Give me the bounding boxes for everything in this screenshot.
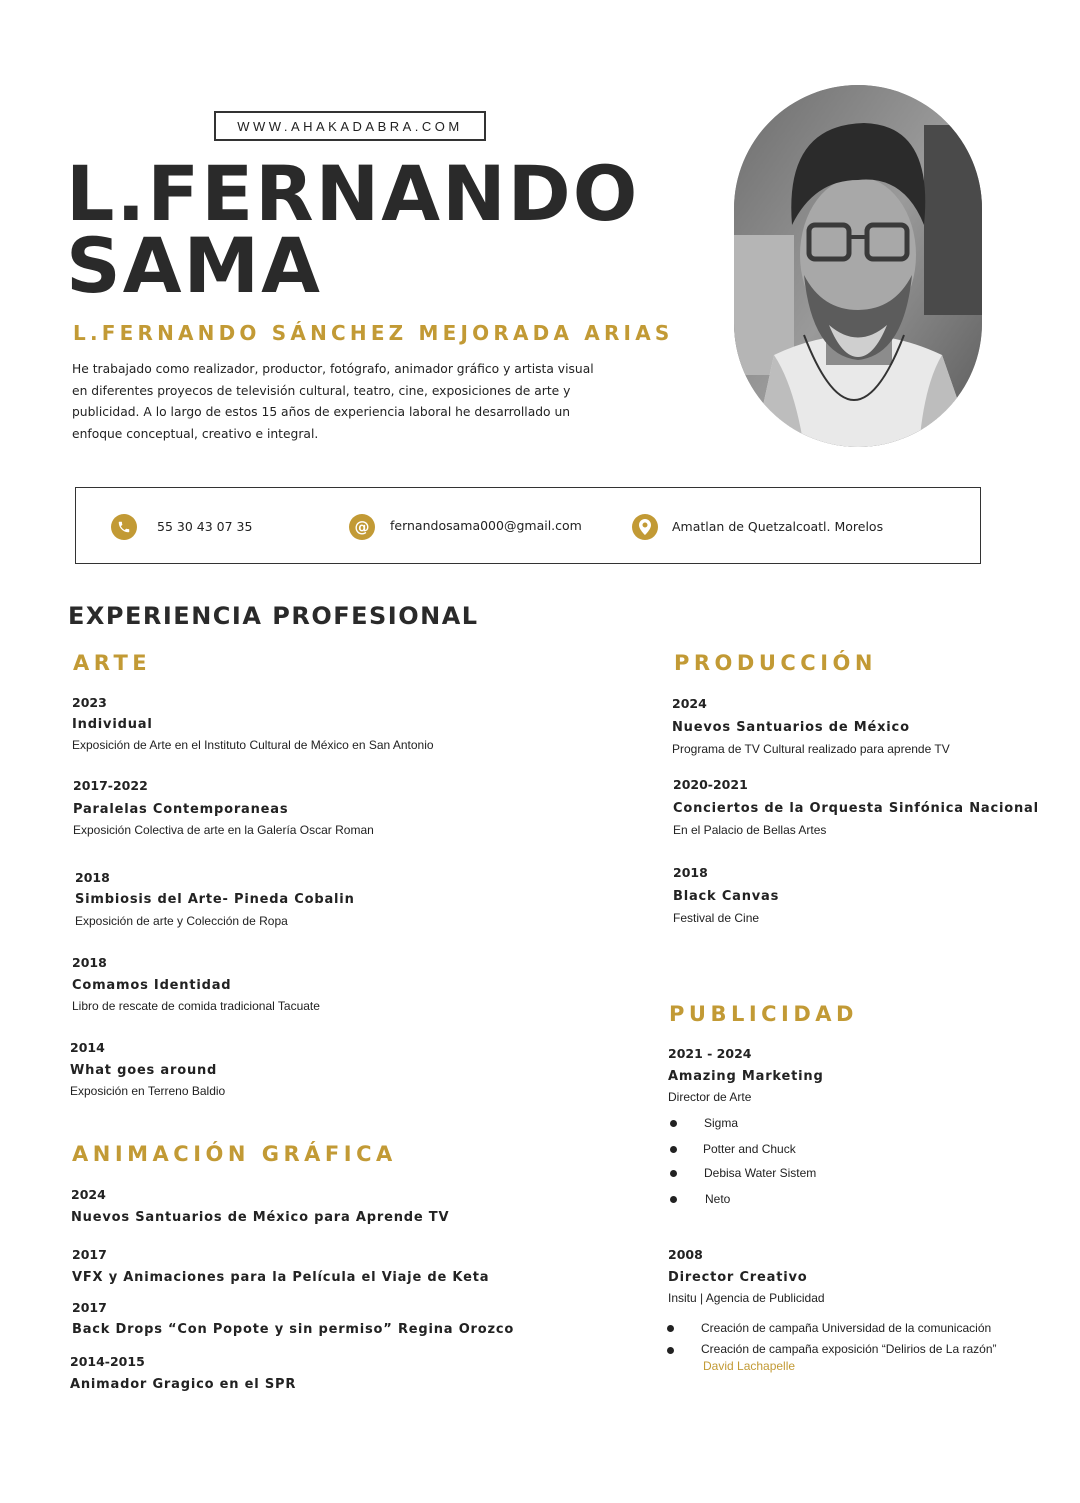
produccion-title: Black Canvas (673, 889, 780, 904)
animacion-year: 2017 (72, 1247, 107, 1262)
bullet-dot-icon (667, 1347, 674, 1354)
location: Amatlan de Quetzalcoatl. Morelos (672, 519, 884, 534)
animacion-title: Back Drops “Con Popote y sin permiso” Regina Orozco (72, 1322, 515, 1337)
arte-year: 2018 (72, 955, 107, 970)
publicidad-desc: Director de Arte (668, 1090, 752, 1104)
profile-photo (734, 85, 982, 447)
bullet-dot-icon (670, 1196, 677, 1203)
produccion-year: 2020-2021 (673, 777, 748, 792)
animacion-year: 2014-2015 (70, 1354, 145, 1369)
arte-year: 2018 (75, 870, 110, 885)
campaign-item: Creación de campaña exposición “Delirios de La razón” (701, 1342, 997, 1356)
client-item: Potter and Chuck (703, 1142, 796, 1156)
produccion-title: Nuevos Santuarios de México (672, 720, 910, 735)
arte-desc: Libro de rescate de comida tradicional Tacuate (72, 999, 320, 1013)
produccion-desc: Programa de TV Cultural realizado para aprende TV (672, 742, 950, 756)
bio-line: publicidad. A lo largo de estos 15 años de experiencia laboral he desarrollado un (72, 405, 571, 419)
arte-desc: Exposición de arte y Colección de Ropa (75, 914, 288, 928)
publicidad-year: 2021 - 2024 (668, 1046, 752, 1061)
name-line-1: L.FERNANDO (66, 149, 640, 238)
animacion-heading: ANIMACIÓN GRÁFICA (72, 1142, 397, 1166)
client-item: Sigma (704, 1116, 739, 1130)
arte-desc: Exposición de Arte en el Instituto Cultural de México en San Antonio (72, 738, 434, 752)
phone-number[interactable]: 55 30 43 07 35 (157, 519, 253, 534)
arte-title: Comamos Identidad (72, 978, 232, 993)
campaign-item: Creación de campaña Universidad de la comunicación (701, 1321, 992, 1335)
bio-line: en diferentes proyecos de televisión cultural, teatro, cine, exposiciones de arte y (72, 383, 571, 398)
arte-heading: ARTE (73, 651, 152, 675)
arte-title: Paralelas Contemporaneas (73, 802, 289, 817)
full-name: L.FERNANDO SÁNCHEZ MEJORADA ARIAS (73, 321, 674, 345)
animacion-year: 2017 (72, 1300, 107, 1315)
campaign-artist: David Lachapelle (703, 1359, 796, 1373)
produccion-desc: En el Palacio de Bellas Artes (673, 823, 827, 837)
client-item: Neto (705, 1192, 731, 1206)
at-sign-icon: @ (349, 514, 375, 540)
bio-line: enfoque conceptual, creativo e integral. (72, 426, 319, 441)
website-url[interactable]: WWW.AHAKADABRA.COM (214, 111, 486, 141)
person-name (66, 149, 706, 310)
produccion-title: Conciertos de la Orquesta Sinfónica Nacional (673, 801, 1039, 816)
portrait-illustration (734, 85, 982, 447)
publicidad-year: 2008 (668, 1247, 703, 1262)
location-pin-icon (632, 514, 658, 540)
email-address[interactable]: fernandosama000@gmail.com (390, 518, 582, 533)
produccion-year: 2024 (672, 696, 707, 711)
bullet-dot-icon (670, 1120, 677, 1127)
arte-title: What goes around (70, 1063, 218, 1078)
bullet-dot-icon (667, 1325, 674, 1332)
produccion-year: 2018 (673, 865, 708, 880)
client-item: Debisa Water Sistem (704, 1166, 817, 1180)
bullet-dot-icon (670, 1170, 677, 1177)
arte-title: Individual (72, 717, 153, 732)
name-line-2: SAMA (66, 221, 323, 310)
arte-year: 2023 (72, 695, 107, 710)
animacion-title: Nuevos Santuarios de México para Aprende TV (71, 1210, 450, 1225)
phone-icon (111, 514, 137, 540)
arte-year: 2017-2022 (73, 778, 148, 793)
arte-title: Simbiosis del Arte- Pineda Cobalin (75, 892, 355, 907)
publicidad-desc: Insitu | Agencia de Publicidad (668, 1291, 825, 1305)
bio (72, 359, 632, 445)
produccion-desc: Festival de Cine (673, 911, 760, 925)
arte-desc: Exposición Colectiva de arte en la Galería Oscar Roman (73, 823, 374, 837)
publicidad-heading: PUBLICIDAD (669, 1002, 858, 1026)
arte-year: 2014 (70, 1040, 105, 1055)
animacion-title: Animador Gragico en el SPR (70, 1377, 297, 1392)
produccion-heading: PRODUCCIÓN (674, 651, 877, 675)
animacion-title: VFX y Animaciones para la Película el Viaje de Keta (72, 1270, 490, 1285)
bio-line: He trabajado como realizador, productor, fotógrafo, animador gráfico y artista visual (72, 362, 594, 376)
animacion-year: 2024 (71, 1187, 106, 1202)
arte-desc: Exposición en Terreno Baldio (70, 1084, 226, 1098)
bullet-dot-icon (670, 1146, 677, 1153)
experience-heading: EXPERIENCIA PROFESIONAL (68, 602, 479, 630)
publicidad-title: Director Creativo (668, 1270, 808, 1285)
publicidad-title: Amazing Marketing (668, 1069, 824, 1084)
